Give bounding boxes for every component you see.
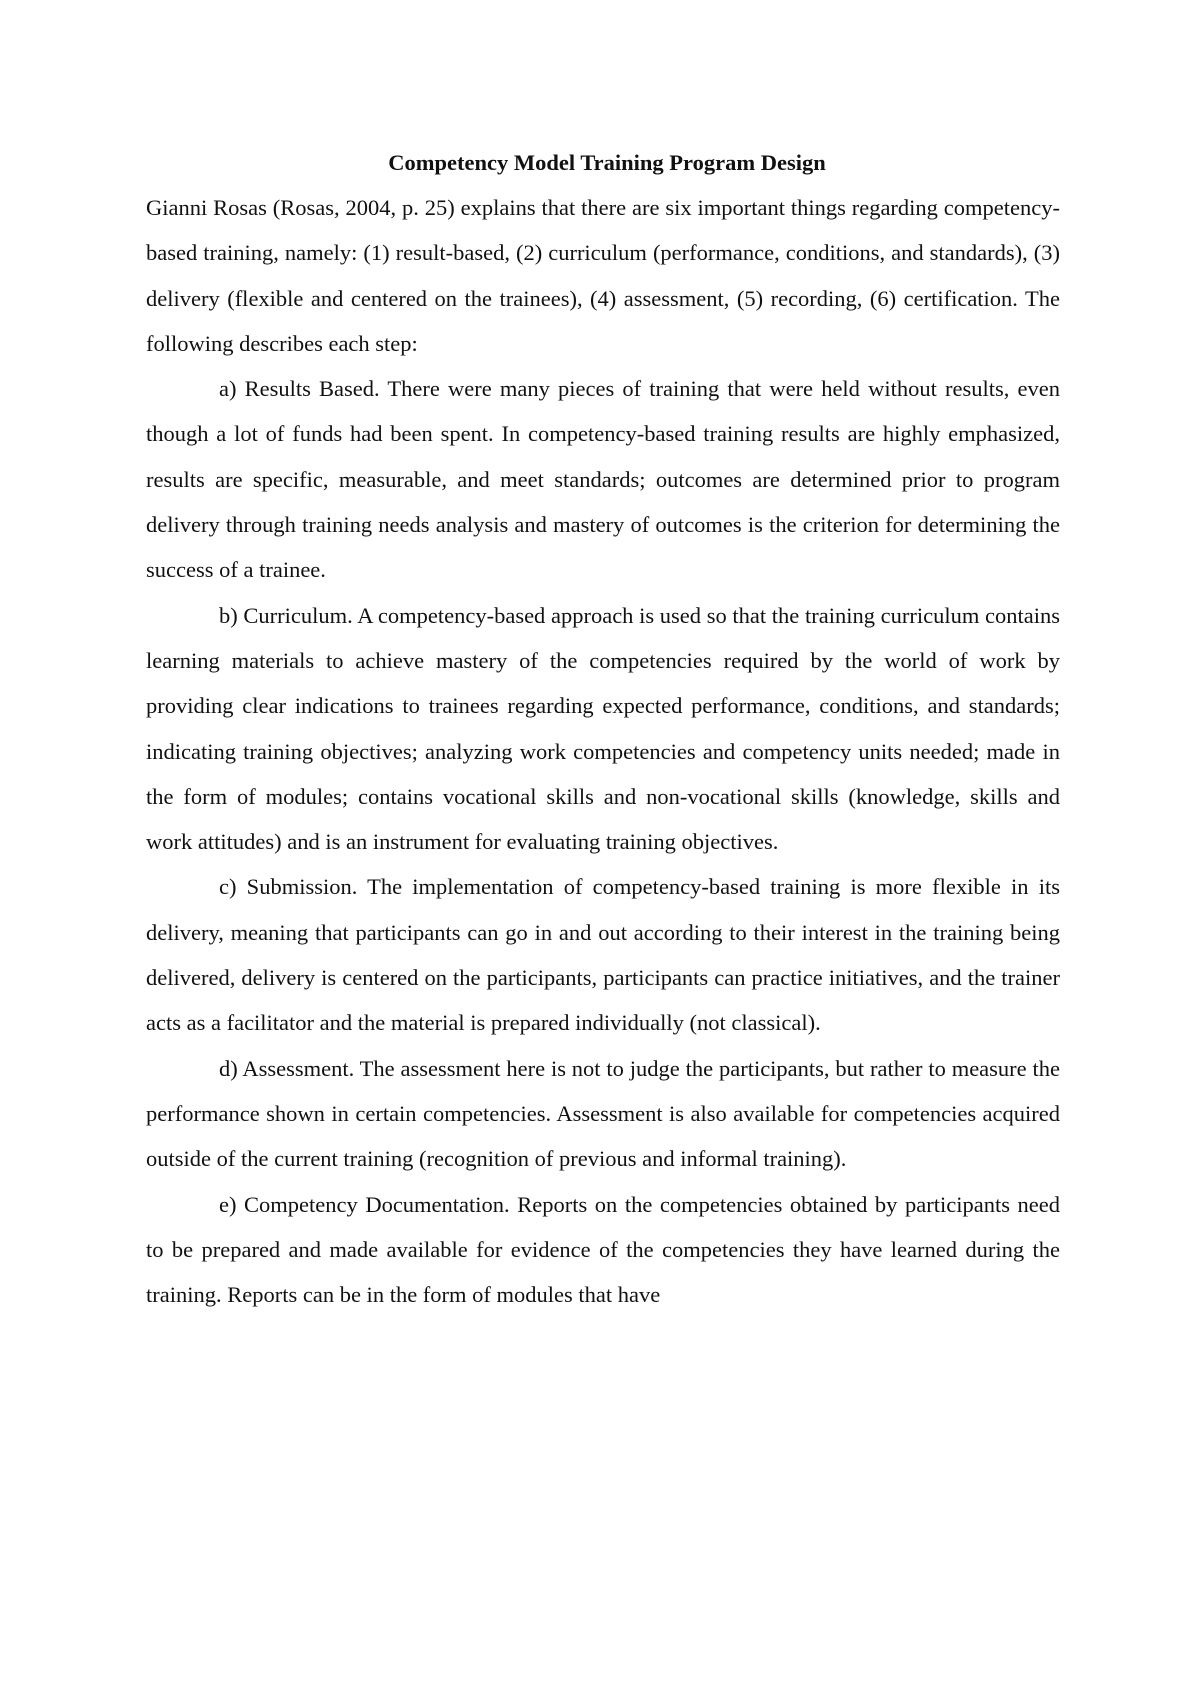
paragraph-results-based: a) Results Based. There were many pieces of training that were held without results, even though a lot of funds had been spent. In competency-based training results are highly emphasized, results are specific, measurable, and meet standards; outcomes are determined prior to program delivery through training needs analysis and mastery of outcomes is the criterion for determining the success of a trainee. [146,376,1060,583]
paragraph-submission: c) Submission. The implementation of competency-based training is more flexible in its delivery, meaning that participants can go in and out according to their interest in the training being delivered, delivery is centered on the participants, participants can practice initiatives, and the trainer acts as a facilitator and the material is prepared individually (not classical). [146,874,1060,1036]
document-page [146,140,1060,1317]
document-title: Competency Model Training Program Design [388,150,826,175]
paragraph-assessment: d) Assessment. The assessment here is not to judge the participants, but rather to measure the performance shown in certain competencies. Assessment is also available for competencies acquired outside of the current training (recognition of previous and informal training). [146,1055,1060,1172]
paragraph-competency-documentation: e) Competency Documentation. Reports on the competencies obtained by participants need to be prepared and made available for evidence of the competencies they have learned during the training. Reports can be in the form of modules that have [146,1191,1060,1308]
paragraph-curriculum: b) Curriculum. A competency-based approach is used so that the training curriculum contains learning materials to achieve mastery of the competencies required by the world of work by providing clear indications to trainees regarding expected performance, conditions, and standards; indicating training objectives; analyzing work competencies and competency units needed; made in the form of modules; contains vocational skills and non-vocational skills (knowledge, skills and work attitudes) and is an instrument for evaluating training objectives. [146,602,1060,855]
intro-paragraph: Gianni Rosas (Rosas, 2004, p. 25) explains that there are six important things regarding competency-based training, namely: (1) result-based, (2) curriculum (performance, conditions, and standards), (3) delivery (flexible and centered on the trainees), (4) assessment, (5) recording, (6) certification. The following describes each step: [146,195,1060,356]
